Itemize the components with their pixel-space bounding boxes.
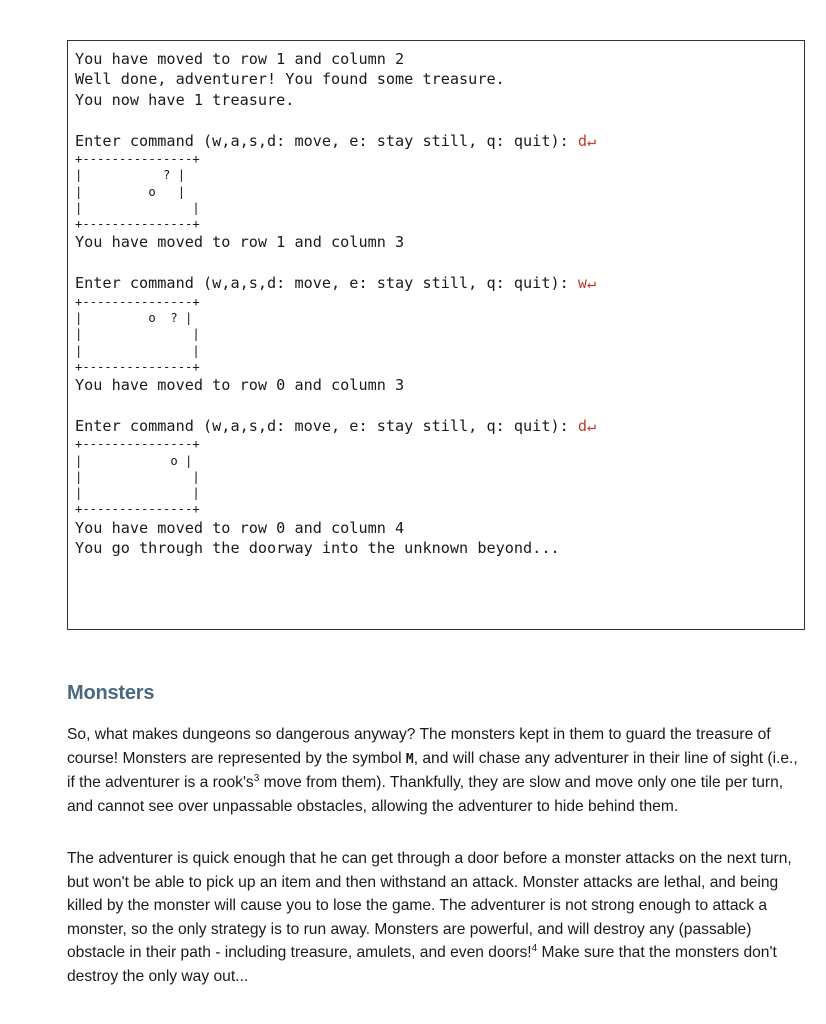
output-text: You now have 1 treasure.: [75, 90, 295, 109]
map-row: +---------------+: [75, 217, 200, 232]
map-row: | |: [75, 469, 200, 484]
terminal-line: [75, 69, 804, 89]
map-row: +---------------+: [75, 359, 200, 374]
map-row: | |: [75, 200, 200, 215]
map-row: | o ? |: [75, 310, 193, 325]
user-keypress: w↵: [577, 274, 597, 293]
map-row: +---------------+: [75, 437, 200, 452]
prompt-text: Enter command (w,a,s,d: move, e: stay still, q: quit):: [75, 131, 578, 150]
prompt-text: Enter command (w,a,s,d: move, e: stay still, q: quit):: [75, 274, 578, 293]
map-row: +---------------+: [75, 294, 200, 309]
terminal-line: [75, 110, 804, 130]
map-grid: [75, 151, 804, 232]
map-row: | |: [75, 486, 200, 501]
map-row: | |: [75, 343, 200, 358]
output-text: You go through the doorway into the unknown beyond...: [75, 539, 560, 558]
paragraph-text: So, what makes dungeons so dangerous anyway? The monsters kept in them to guard the treasure of course! Monsters are represented by the symbol: [67, 726, 771, 767]
command-prompt-line: [75, 273, 804, 293]
output-text: You have moved to row 0 and column 3: [75, 376, 405, 395]
footnote-ref-4[interactable]: 4: [531, 943, 538, 955]
paragraph-text: move from them). Thankfully, they are slow and move only one tile per turn, and cannot see over unpassable obstacles, allowing the adventurer to hide behind them.: [67, 774, 784, 815]
paragraph-text: The adventurer is quick enough that he can get through a door before a monster attacks on the next turn, but won't be able to pick up an item and then withstand an attack. Monster attacks are lethal, and being killed by the monster will cause you to lose the game. The adventurer is not strong enough to attack a monster, so the only strategy is to run away. Monsters are powerful, and will destroy any (passable) obstacle in their path - including treasure, amulets, and even doors!: [67, 850, 792, 962]
output-text: Well done, adventurer! You found some treasure.: [75, 70, 505, 89]
terminal-line: [75, 49, 804, 69]
map-row: | ? |: [75, 168, 186, 183]
paragraph-text: , and will chase any adventurer in their line of sight (i.e., if the adventurer is a rook's: [67, 749, 798, 792]
output-text: You have moved to row 1 and column 2: [75, 50, 405, 68]
section-heading: Monsters: [67, 682, 155, 704]
terminal-line: [75, 538, 804, 558]
command-prompt-line: [75, 416, 804, 436]
map-row: +---------------+: [75, 502, 200, 517]
user-keypress: d↵: [577, 131, 597, 150]
map-row: | o |: [75, 453, 193, 468]
terminal-line: [75, 90, 804, 110]
terminal-line: [75, 375, 804, 395]
terminal-line: [75, 518, 804, 538]
monster-symbol: M: [405, 751, 414, 767]
map-grid: [75, 294, 804, 375]
command-prompt-line: [75, 131, 804, 151]
output-text: You have moved to row 0 and column 4: [75, 518, 405, 537]
paragraph-monsters-intro: [67, 723, 807, 818]
map-row: +---------------+: [75, 151, 200, 166]
footnote-ref-3[interactable]: 3: [253, 773, 260, 784]
terminal-output: [67, 40, 805, 630]
paragraph-monster-rules: [67, 847, 807, 989]
output-text: You have moved to row 1 and column 3: [75, 233, 405, 252]
terminal-line: [75, 395, 804, 415]
terminal-line: [75, 253, 804, 273]
map-row: | |: [75, 327, 200, 342]
map-grid: [75, 436, 804, 517]
prompt-text: Enter command (w,a,s,d: move, e: stay still, q: quit):: [75, 416, 578, 435]
paragraph-text: Make sure that the monsters don't destroy the only way out...: [67, 944, 777, 985]
terminal-line: [75, 232, 804, 252]
map-row: | o |: [75, 184, 186, 199]
user-keypress: d↵: [577, 416, 597, 435]
